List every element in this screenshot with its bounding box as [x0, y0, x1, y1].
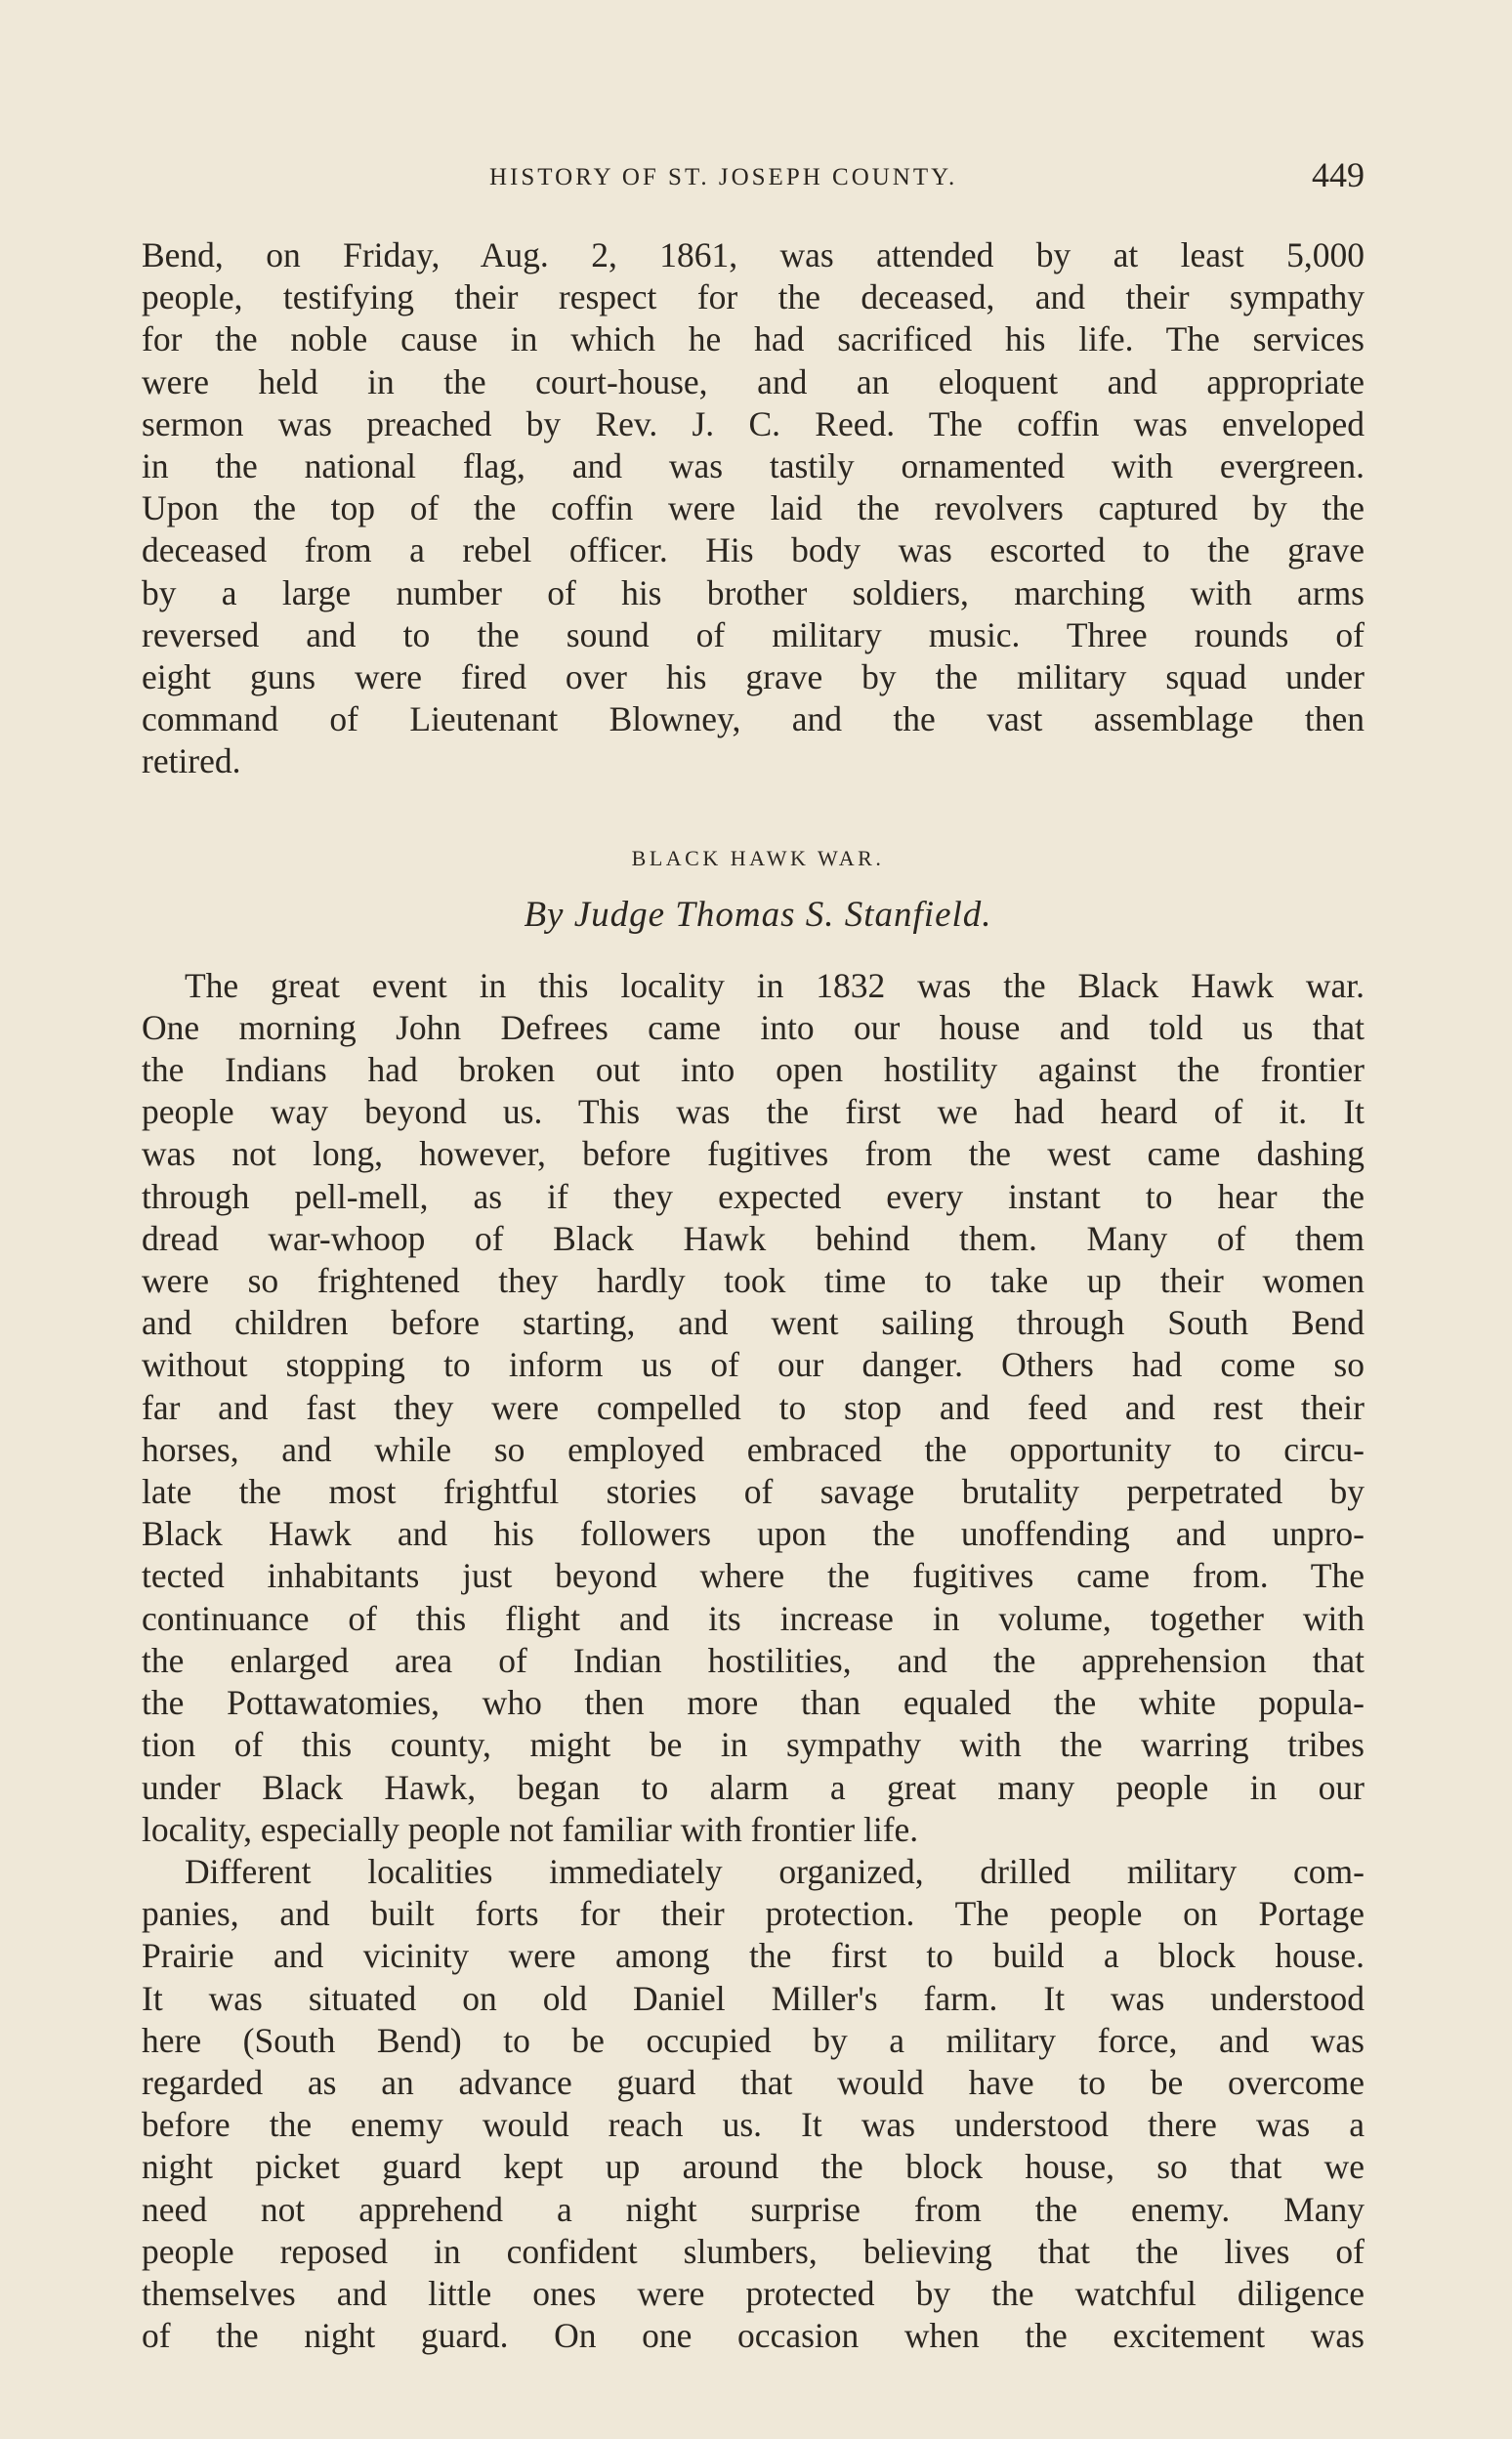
text-line: under Black Hawk, began to alarm a great many people in our [142, 1767, 1365, 1807]
text-line: people reposed in confident slumbers, believing that the lives of [142, 2231, 1365, 2271]
text-line: It was situated on old Daniel Miller's farm. It was understood [142, 1978, 1365, 2018]
text-line: night picket guard kept up around the block house, so that we [142, 2147, 1365, 2187]
text-line: regarded as an advance guard that would have to be overcome [142, 2062, 1365, 2102]
text-line: without stopping to inform us of our danger. Others had come so [142, 1345, 1365, 1385]
text-line: panies, and built forts for their protection. The people on Portage [142, 1894, 1365, 1934]
text-line: people, testifying their respect for the deceased, and their sympathy [142, 277, 1365, 317]
text-line: tected inhabitants just beyond where the fugitives came from. The [142, 1556, 1365, 1596]
text-line: was not long, however, before fugitives from the west came dashing [142, 1134, 1365, 1174]
text-line: far and fast they were compelled to stop and feed and rest their [142, 1387, 1365, 1427]
text-line: for the noble cause in which he had sacrificed his life. The services [142, 319, 1365, 359]
page-header [142, 154, 1365, 203]
page-body [142, 234, 1365, 2357]
text-line: horses, and while so employed embraced the opportunity to circu- [142, 1429, 1365, 1469]
text-line: dread war-whoop of Black Hawk behind them. Many of them [142, 1218, 1365, 1258]
text-line: through pell-mell, as if they expected every instant to hear the [142, 1176, 1365, 1216]
text-line: retired. [142, 741, 241, 781]
text-line: the Pottawatomies, who then more than equaled the white popula- [142, 1683, 1365, 1723]
text-line: in the national flag, and was tastily ornamented with evergreen. [142, 446, 1365, 486]
text-line: continuance of this flight and its increase in volume, together with [142, 1598, 1365, 1638]
text-line: The great event in this locality in 1832 was the Black Hawk war. [185, 965, 1365, 1005]
page-number: 449 [1312, 155, 1365, 194]
text-line: the Indians had broken out into open hostility against the frontier [142, 1050, 1365, 1090]
text-line: deceased from a rebel officer. His body was escorted to the grave [142, 530, 1365, 570]
text-line: locality, especially people not familiar with frontier life. [142, 1809, 919, 1849]
text-line: tion of this county, might be in sympathy with the warring tribes [142, 1725, 1365, 1765]
text-line: need not apprehend a night surprise from the enemy. Many [142, 2189, 1365, 2229]
text-line: were held in the court-house, and an eloquent and appropriate [142, 361, 1365, 401]
paragraph [142, 965, 1365, 1851]
text-line: sermon was preached by Rev. J. C. Reed. The coffin was enveloped [142, 403, 1365, 443]
text-line: eight guns were fired over his grave by the military squad under [142, 657, 1365, 697]
text-line: before the enemy would reach us. It was understood there was a [142, 2105, 1365, 2145]
text-line: Upon the top of the coffin were laid the revolvers captured by the [142, 488, 1365, 528]
text-line: Bend, on Friday, Aug. 2, 1861, was attended by at least 5,000 [142, 235, 1365, 274]
text-line: Prairie and vicinity were among the first to build a block house. [142, 1936, 1365, 1976]
section-heading: BLACK HAWK WAR. [631, 845, 885, 870]
text-line: people way beyond us. This was the first we had heard of it. It [142, 1092, 1365, 1132]
text-line: One morning John Defrees came into our house and told us that [142, 1007, 1365, 1047]
text-line: late the most frightful stories of savage brutality perpetrated by [142, 1472, 1365, 1512]
text-line: the enlarged area of Indian hostilities, and the apprehension that [142, 1640, 1365, 1680]
text-line: here (South Bend) to be occupied by a military force, and was [142, 2020, 1365, 2060]
section-byline: By Judge Thomas S. Stanfield. [524, 894, 992, 935]
text-line: were so frightened they hardly took time to take up their women [142, 1261, 1365, 1301]
text-line: command of Lieutenant Blowney, and the vast assemblage then [142, 699, 1365, 739]
text-line: by a large number of his brother soldiers, marching with arms [142, 572, 1365, 612]
text-line: Different localities immediately organized, drilled military com- [185, 1851, 1365, 1891]
running-head: HISTORY OF ST. JOSEPH COUNTY. [489, 164, 958, 190]
text-line: Black Hawk and his followers upon the unoffending and unpro- [142, 1514, 1365, 1554]
continuation-paragraph [142, 234, 1365, 783]
text-line: themselves and little ones were protected by the watchful diligence [142, 2273, 1365, 2313]
text-line: and children before starting, and went sailing through South Bend [142, 1303, 1365, 1343]
text-line: reversed and to the sound of military music. Three rounds of [142, 614, 1365, 654]
paragraph [142, 1851, 1365, 2357]
text-line: of the night guard. On one occasion when the excitement was [142, 2316, 1365, 2356]
